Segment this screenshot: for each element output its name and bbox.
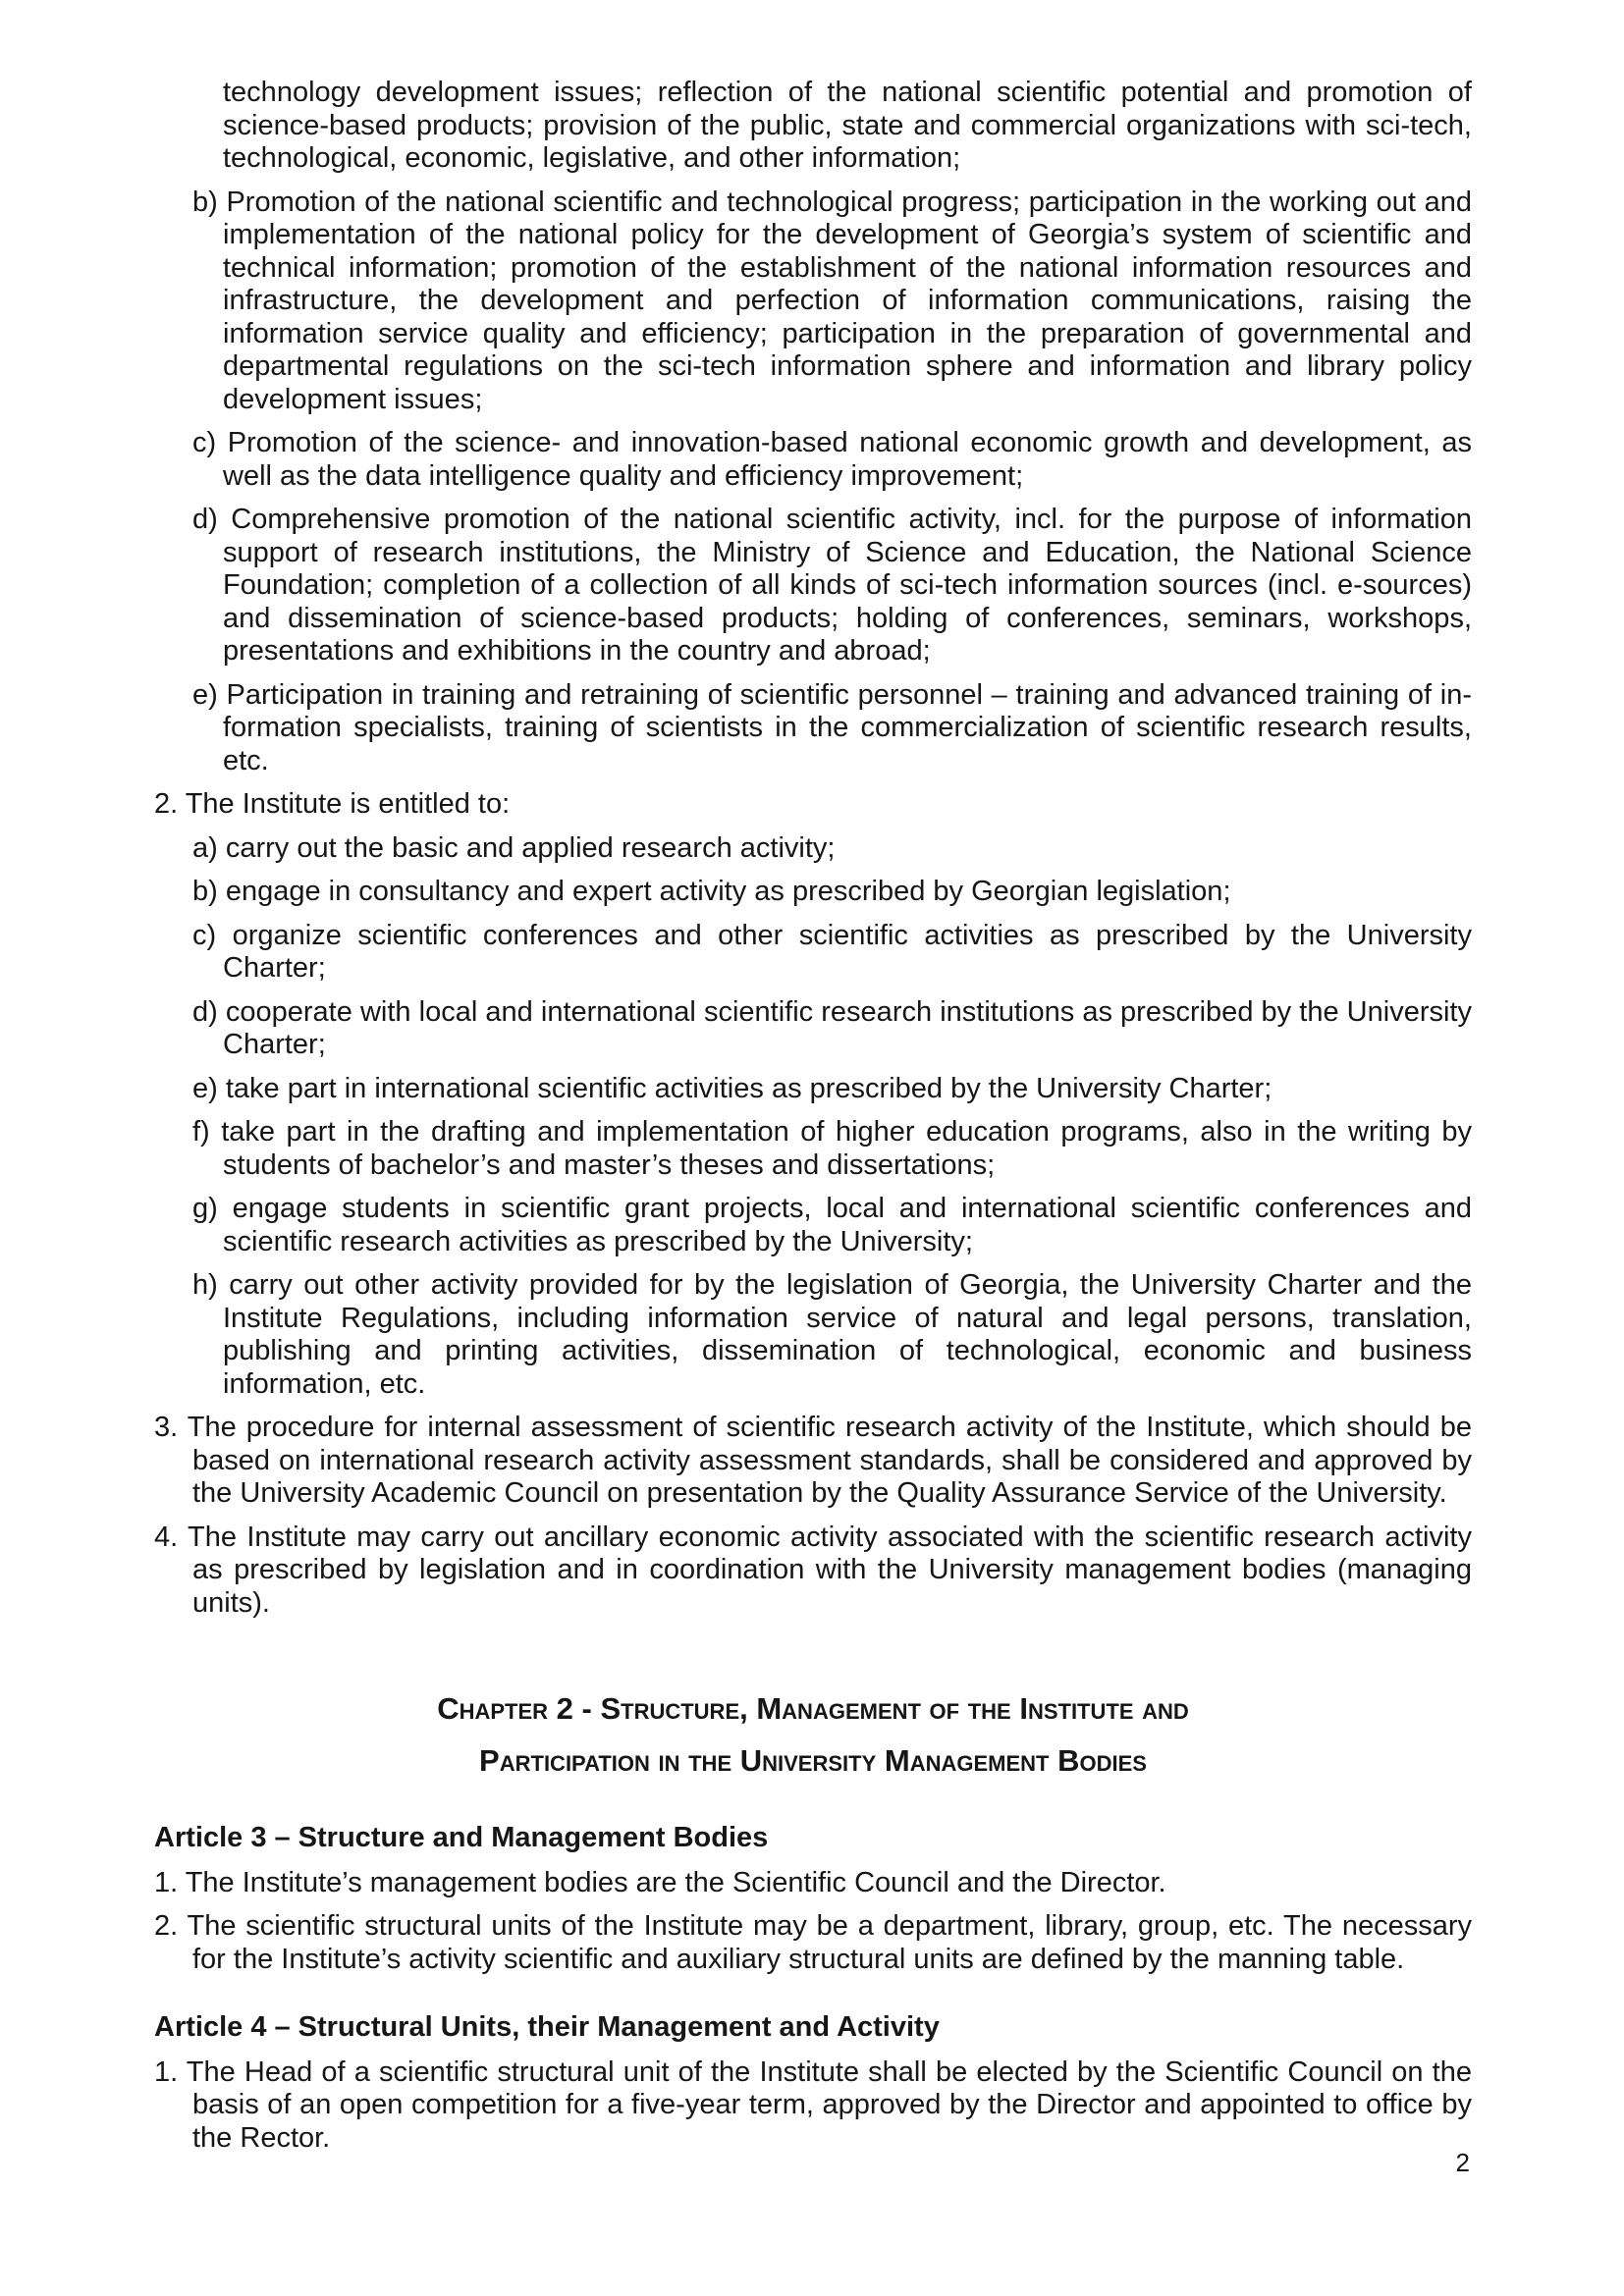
page-content bbox=[154, 77, 1472, 2165]
numbered-item-3: 3. The procedure for internal assessment of scientific research activity of the Institute, which should be based on international research activity assessment standards, shall be considered and approved by the University Academic Council on presentation by the Quality Assurance Service of the University. bbox=[154, 1412, 1472, 1509]
article-4-title: Article 4 – Structural Units, their Management and Activity bbox=[154, 2011, 940, 2043]
list1-item-b: b) Promotion of the national scientific and technological progress; participation in the working out and implementation of the national policy for the development of Georgia’s system of scientific and technical information; promotion of the establishment of the national information resources and infrastructure, the development and perfection of information communications, raising the information service quality and efficiency; participation in the preparation of governmental and departmental regulations on the sci-tech information sphere and information and library policy development issues; bbox=[192, 186, 1472, 415]
chapter-2-heading-line-2: Participation in the University Management Bodies bbox=[479, 1743, 1147, 1778]
list2-item-g: g) engage students in scientific grant projects, local and international scientific conferences and scientific research activities as prescribed by the University; bbox=[192, 1193, 1472, 1257]
numbered-item-2: 2. The Institute is entitled to: bbox=[154, 788, 511, 820]
list1-item-d: d) Comprehensive promotion of the national scientific activity, incl. for the purpose of information support of research institutions, the Ministry of Science and Education, the National Science Foundation; completion of a collection of all kinds of sci-tech information sources (incl. e-sources) and dissemination of science-based products; holding of conferences, seminars, workshops, presentations and exhibitions in the country and abroad; bbox=[192, 504, 1472, 667]
page-number: 2 bbox=[1455, 2148, 1470, 2177]
list2-item-a: a) carry out the basic and applied research activity; bbox=[192, 831, 836, 864]
article-4-item-1: 1. The Head of a scientific structural unit of the Institute shall be elected by the Scientific Council on the basis of an open competition for a five-year term, approved by the Director and appointed to office by the Rector. bbox=[154, 2056, 1472, 2154]
list2-item-h: h) carry out other activity provided for by the legislation of Georgia, the University Charter and the Institute Regulations, including information service of natural and legal persons, translation, publishing and printing activities, dissemination of technological, economic and business information, etc. bbox=[192, 1269, 1472, 1400]
list2-item-e: e) take part in international scientific activities as prescribed by the University Charter; bbox=[192, 1072, 1272, 1104]
article-3-item-2: 2. The scientific structural units of the Institute may be a department, library, group, etc. The necessary for the Institute’s activity scientific and auxiliary structural units are defined by the manning table. bbox=[154, 1910, 1472, 1975]
list1-item-c: c) Promotion of the science- and innovation-based national economic growth and development, as well as the data intelligence quality and efficiency improvement; bbox=[192, 427, 1472, 492]
article-3-item-1: 1. The Institute’s management bodies are the Scientific Council and the Director. bbox=[154, 1866, 1166, 1898]
list1-item-e: e) Participation in training and retraining of scientific personnel – training and advanced training of in-formation specialists, training of scientists in the commercialization of scientific research results, etc. bbox=[192, 678, 1472, 776]
chapter-2-heading bbox=[154, 1682, 1472, 1787]
list2-item-f: f) take part in the drafting and implementation of higher education programs, also in the writing by students of bachelor’s and master’s theses and dissertations; bbox=[192, 1116, 1472, 1181]
article-3-title: Article 3 – Structure and Management Bodies bbox=[154, 1822, 769, 1853]
list2-item-b: b) engage in consultancy and expert activity as prescribed by Georgian legislation; bbox=[192, 876, 1231, 907]
chapter-2-heading-line-1: Chapter 2 - Structure, Management of the Institute and bbox=[437, 1691, 1189, 1726]
list2-item-d: d) cooperate with local and international scientific research institutions as prescribed by the University Charter; bbox=[192, 995, 1472, 1060]
list2-item-c: c) organize scientific conferences and other scientific activities as prescribed by the University Charter; bbox=[192, 919, 1472, 984]
numbered-item-4: 4. The Institute may carry out ancillary economic activity associated with the scientific research activity as prescribed by legislation and in coordination with the University management bodies (managing units). bbox=[154, 1521, 1472, 1619]
paragraph-item-a-continuation: technology development issues; reflection of the national scientific potential and promotion of science-based products; provision of the public, state and commercial organizations with sci-tech, technological, economic, legislative, and other information; bbox=[223, 77, 1472, 174]
